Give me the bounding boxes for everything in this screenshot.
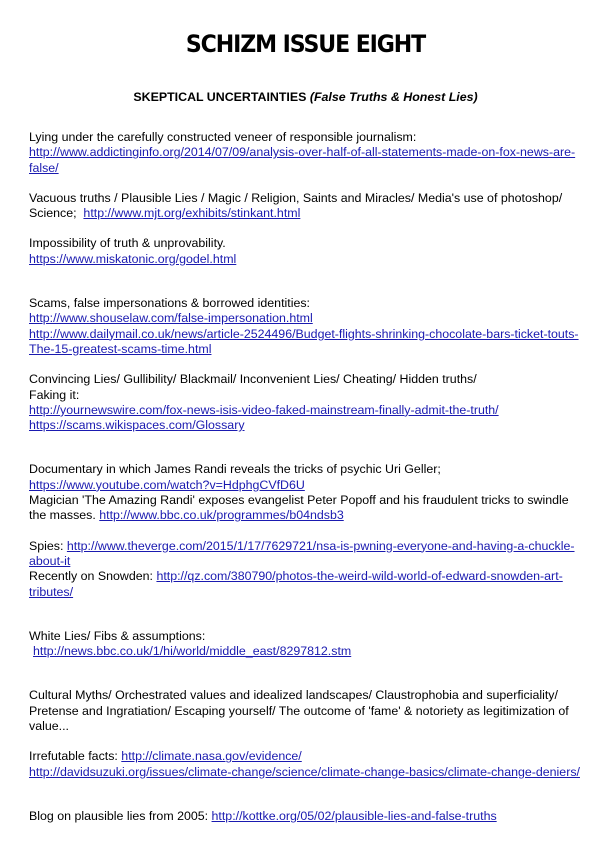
- vacuous-text: Vacuous truths / Plausible Lies / Magic / Religion, Saints and Miracles/ Media's use of photoshop/: [29, 190, 563, 205]
- snowden-link-line1[interactable]: http://qz.com/380790/photos-the-weird-wild-world-of-edward-snowden-art-: [156, 569, 563, 584]
- document-body: [29, 130, 589, 824]
- randi-text2: Magician 'The Amazing Randi' exposes evangelist Peter Popoff and his fraudulent tricks to swindle: [29, 493, 569, 508]
- myths-line1: Cultural Myths/ Orchestrated values and idealized landscapes/ Claustrophobia and superficiality/: [29, 688, 558, 703]
- vacuous-text2: Science;: [29, 206, 84, 221]
- randi-text3: the masses.: [29, 508, 100, 523]
- spies-link1-line1[interactable]: http://www.theverge.com/2015/1/17/7629721/nsa-is-pwning-everyone-and-having-a-chuckle-: [66, 538, 575, 553]
- randi-link2[interactable]: http://www.bbc.co.uk/programmes/b04ndsb3: [99, 508, 344, 523]
- white-lies-link[interactable]: http://news.bbc.co.uk/1/hi/world/middle_east/8297812.stm: [33, 644, 352, 659]
- section-myths: [29, 688, 589, 734]
- scams-link2-line1[interactable]: http://www.dailymail.co.uk/news/article-2524496/Budget-flights-shrinking-chocolate-bars-ticket-touts-: [29, 326, 579, 341]
- convincing-text1: Convincing Lies/ Gullibility/ Blackmail/ Inconvenient Lies/ Cheating/ Hidden truths/: [29, 372, 477, 387]
- blog-label: Blog on plausible lies from 2005:: [29, 808, 212, 823]
- impossibility-link[interactable]: https://www.miskatonic.org/godel.html: [29, 251, 237, 266]
- journalism-link-line1[interactable]: http://www.addictinginfo.org/2014/07/09/analysis-over-half-of-all-statements-made-on-fox-news-are-: [29, 145, 576, 160]
- section-journalism: [29, 130, 589, 176]
- convincing-link1[interactable]: http://yournewswire.com/fox-news-isis-video-faked-mainstream-finally-admit-the-truth/: [29, 402, 499, 417]
- section-impossibility: [29, 236, 589, 267]
- section-vacuous: [29, 191, 589, 222]
- section-white-lies: [29, 629, 589, 660]
- section-convincing: [29, 372, 589, 433]
- section-spies: [29, 539, 589, 600]
- myths-line3: value...: [29, 719, 69, 734]
- scams-link1[interactable]: http://www.shouselaw.com/false-impersonation.html: [29, 311, 313, 326]
- facts-link2[interactable]: http://davidsuzuki.org/issues/climate-change/science/climate-change-basics/climate-change-deniers/: [29, 764, 580, 779]
- journalism-link-line2[interactable]: false/: [29, 160, 59, 175]
- facts-link1[interactable]: http://climate.nasa.gov/evidence/: [121, 749, 302, 764]
- randi-link1[interactable]: https://www.youtube.com/watch?v=HdphgCVfD6U: [29, 477, 305, 492]
- subtitle-main: SKEPTICAL UNCERTAINTIES: [133, 90, 310, 104]
- convincing-text2: Faking it:: [29, 387, 80, 402]
- section-blog: [29, 809, 589, 824]
- section-randi: [29, 462, 589, 523]
- snowden-link-line2[interactable]: tributes/: [29, 584, 74, 599]
- page-title: SCHIZM ISSUE EIGHT: [185, 30, 426, 58]
- vacuous-link[interactable]: http://www.mjt.org/exhibits/stinkant.html: [83, 206, 301, 221]
- blog-link[interactable]: http://kottke.org/05/02/plausible-lies-and-false-truths: [211, 808, 497, 823]
- snowden-label: Recently on Snowden:: [29, 569, 157, 584]
- section-facts: [29, 749, 589, 780]
- spies-label: Spies:: [29, 538, 67, 553]
- section-scams: [29, 296, 589, 357]
- journalism-text: Lying under the carefully constructed veneer of responsible journalism:: [29, 130, 417, 144]
- white-lies-text: White Lies/ Fibs & assumptions:: [29, 628, 206, 643]
- impossibility-text: Impossibility of truth & unprovability.: [29, 236, 226, 251]
- scams-link2-line2[interactable]: The-15-greatest-scams-time.html: [29, 341, 212, 356]
- randi-text1: Documentary in which James Randi reveals the tricks of psychic Uri Geller;: [29, 462, 441, 477]
- subtitle-paren: (False Truths & Honest Lies): [309, 90, 478, 104]
- subtitle: [0, 90, 611, 104]
- facts-label: Irrefutable facts:: [29, 749, 122, 764]
- convincing-link2[interactable]: https://scams.wikispaces.com/Glossary: [29, 418, 245, 433]
- scams-text: Scams, false impersonations & borrowed identities:: [29, 296, 310, 311]
- myths-line2: Pretense and Ingratiation/ Escaping yourself/ The outcome of 'fame' & notoriety as legitimization of: [29, 703, 569, 718]
- spies-link1-line2[interactable]: about-it: [29, 553, 71, 568]
